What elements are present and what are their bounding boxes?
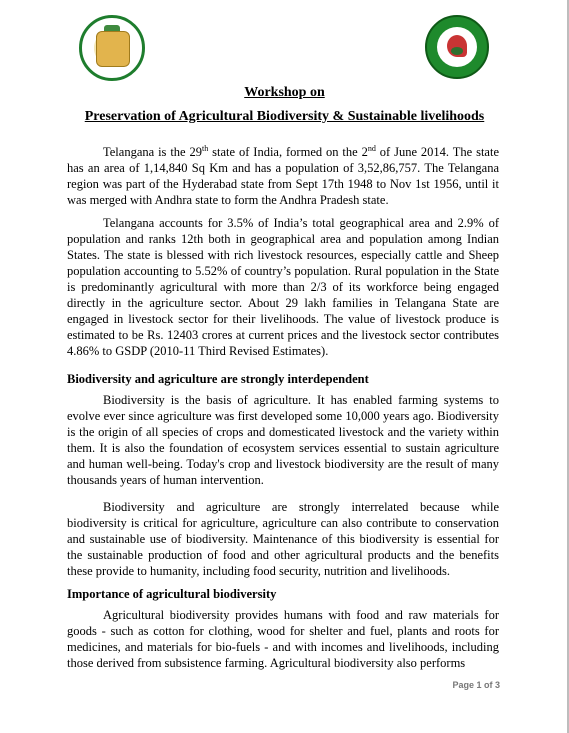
paragraph-telangana-stats: Telangana accounts for 3.5% of India’s total geographical area and 2.9% of population and ranks 12th both in geographical area and population among Indian States. The state is blessed with rich livestock resources, especially cattle and Sheep population accounting to 5.52% of country’s population. Rural population in the State is predominantly agricultural with more than 2/3 of its workforce being engaged directly in the agriculture sector. About 29 lakh families in Telangana State are engaged in livestock sector for their livelihoods. The value of livestock produce is estimated to be Rs. 12403 crores at current prices and the livestock sector contributes 4.86% to GSDP (2010-11 Third Revised Estimates).: [67, 216, 499, 358]
heading-biodiversity-agriculture: Biodiversity and agriculture are strongly interdependent: [67, 372, 369, 386]
p1-text-c: of June 2014. The state has an area of 1,14,840 Sq Km and has a population of 3,52,86,757. The Telangana region was part of the Hyderabad state from Sept 17th 1948 to Nov 1st 1956, until it was merged with Andhra state to form the Andhra Pradesh state.: [67, 145, 499, 208]
p1-text-a: Telangana is the 29: [103, 145, 203, 160]
paragraph-intro: [67, 141, 499, 208]
p1-superscript-nd: nd: [367, 144, 376, 153]
biodiversity-board-logo: [425, 15, 489, 79]
government-emblem-logo: [79, 15, 145, 81]
paragraph-biodiversity-basis: Biodiversity is the basis of agriculture. It has enabled farming systems to evolve ever since agriculture was first developed some 10,000 years ago. Biodiversity is the origin of all species of crops and domesticated livestock and the variety within them. It is also the foundation of ecosystem services essential to sustain agriculture and human well-being. Today's crop and livestock biodiversity are the result of many thousands years of human intervention.: [67, 393, 499, 487]
p1-text-b: state of India, formed on the 2: [208, 145, 368, 160]
page-number: Page 1 of 3: [452, 680, 500, 690]
workshop-title-line1: Workshop on: [244, 85, 325, 100]
workshop-title-line2: Preservation of Agricultural Biodiversity & Sustainable livelihoods: [84, 109, 485, 124]
paragraph-biodiversity-interrelated: Biodiversity and agriculture are strongly interrelated because while biodiversity is critical for agriculture, agriculture can also contribute to conservation and sustainable use of biodiversity. Maintenance of this biodiversity is essential for the sustainable production of food and other agricultural products and the benefits these provide to humanity, including food security, nutrition and livelihoods.: [67, 500, 499, 578]
paragraph-importance: Agricultural biodiversity provides humans with food and raw materials for goods - such as cotton for clothing, wood for shelter and fuel, plants and roots for medicines, and materials for bio-fuels - and with incomes and livelihoods, including those derived from subsistence farming. Agricultural biodiversity also performs: [67, 608, 499, 670]
heading-importance: Importance of agricultural biodiversity: [67, 587, 277, 601]
p1-superscript-th: th: [202, 144, 209, 153]
emblem-gate-shape: [96, 31, 130, 67]
logo-leaf-small-shape: [451, 47, 463, 55]
